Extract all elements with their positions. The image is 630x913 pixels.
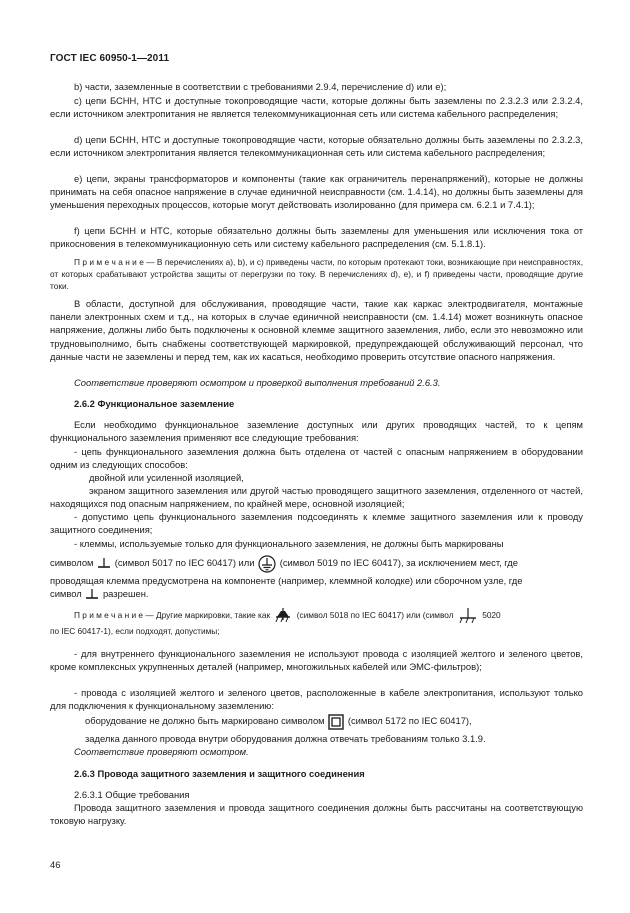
item-f: f) цепи БСНН и НТС, которые обязательно должны быть заземлены для уменьшения или исключения тока от прикосновения в телекоммуникационную сеть или систему кабельного распределения (см. 5.1.8.1). <box>50 225 583 250</box>
req-double-insulation: двойной или усиленной изоляцией, <box>89 472 244 483</box>
req-termination: заделка данного провода внутри оборудования должна отвечать требованиям только 3.1.9. <box>85 733 486 744</box>
item-b: b) части, заземленные в соответствии с требованиями 2.9.4, перечисление d) или e); <box>74 81 447 92</box>
note-1-label: П р и м е ч а н и е <box>74 257 144 267</box>
paragraph-service-area: В области, доступной для обслуживания, проводящие части, такие как каркас электродвигателя, монтажные панели электронных схем и т.д., на которых в случае единичной неисправности (см. 1.4.14) может возникнуть опасное напряжение, должны либо быть подключены к основной клемме защитного заземления, либо, если это невозможно или трудновыполнимо, быть снабжены соответствующей маркировкой, предупреждающей обслуживающий персонал, что данные части не заземлены и перед тем, как их касаться, необходимо проверить отсутствие опасного напряжения. <box>50 298 583 362</box>
item-e: e) цепи, экраны трансформаторов и компоненты (такие как ограничитель перенапряжений), которые не должны принимать на себя опасное напряжение в случае единичной неисправности (см. 1.4.14), но должны быть заземлены для уменьшения переходных процессов, которые могут действовать изолированно (для примера см. 6.2.1 и 7.4.1); <box>50 173 583 211</box>
paragraph-conductors: Провода защитного заземления и провода защитного соединения должны быть рассчитаны на соответствующую токовую нагрузку. <box>50 802 583 827</box>
earth-symbol-icon <box>85 588 99 602</box>
req-terminals-cont: проводящая клемма предусмотрена на компоненте (например, клеммной колодке) или сборочном узле, где <box>50 575 523 586</box>
standard-header: ГОСТ IEC 60950-1—2011 <box>50 53 170 64</box>
chassis-symbol-icon <box>457 607 479 625</box>
req-terminals: - клеммы, используемые только для функционального заземления, не должны быть маркированы <box>74 538 504 549</box>
req-power-cable: - провода с изоляцией желтого и зеленого цветов, расположенные в кабеле электропитания, используют только для подключения к функциональному заземлению: <box>50 687 583 712</box>
req-terminals-symbols: символом (символ 5017 по IEC 60417) или (символ 5019 по IEC 60417), за исключением мест, где <box>50 554 583 573</box>
item-d: d) цепи БСНН, НТС и доступные токопроводящие части, которые обязательно должны быть заземлены по 2.3.2.3, если источником электропитания является телекоммуникационная сеть или система кабельного распределения; <box>50 134 583 159</box>
paragraph-functional-intro: Если необходимо функциональное заземление доступных или других проводящих частей, то к цепям функционального заземления применяют все следующие требования: <box>50 419 583 444</box>
protective-earth-symbol-icon <box>258 555 276 573</box>
req-connection: - допустимо цепь функционального заземления подсоединять к клемме защитного заземления или к проводу защитного соединения; <box>50 511 583 536</box>
req-yellow-green: - для внутреннего функционального заземления не используют провода с изоляцией желтого и зеленого цветов, кроме комплексных укрупненных деталей (например, многожильных кабелей или ЭМС-фильтров); <box>50 648 583 673</box>
compliance-note-2: Соответствие проверяют осмотром. <box>74 746 249 757</box>
frame-earth-symbol-icon <box>273 607 293 625</box>
req-no-marking: оборудование не должно быть маркировано символом (символ 5172 по IEC 60417), <box>50 712 583 730</box>
heading-2-6-3-1: 2.6.3.1 Общие требования <box>74 789 190 800</box>
note-1-text: — В перечислениях a), b), и c) приведены части, по которым протекают токи, возникающие при неисправностях, от которых срабатывают устройства защиты от перегрузки по току. В перечислениях d), e), и f) приведены части, проводящие другие токи. <box>50 257 583 291</box>
earth-symbol-icon <box>97 557 111 571</box>
double-square-symbol-icon <box>328 714 344 730</box>
req-terminals-allowed: символ разрешен. <box>50 586 583 602</box>
compliance-note-1: Соответствие проверяют осмотром и проверкой выполнения требований 2.6.3. <box>74 377 441 388</box>
note-1 <box>50 256 583 292</box>
heading-2-6-3: 2.6.3 Провода защитного заземления и защитного соединения <box>74 768 365 779</box>
req-separation: - цепь функционального заземления должна быть отделена от частей с опасным напряжением в оборудовании одним из следующих способов: <box>50 446 583 471</box>
note-2: П р и м е ч а н и е — Другие маркировки, такие как (символ 5018 по IEC 60417) или (символ 5020 по IEC 60417-1), если подходят, допустимы; <box>50 607 583 638</box>
heading-2-6-2: 2.6.2 Функциональное заземление <box>74 398 235 409</box>
req-shield: экраном защитного заземления или другой частью проводящего защитного заземления, отделенного от частей, находящихся под опасным напряжением, по крайней мере, основной изоляцией; <box>50 485 583 510</box>
item-c: c) цепи БСНН, НТС и доступные токопроводящие части, которые должны быть заземлены по 2.3.2.3 или 2.3.2.4, если источником электропитания не является телекоммуникационная сеть или система кабельного распределения; <box>50 95 583 120</box>
page-number: 46 <box>50 859 61 870</box>
